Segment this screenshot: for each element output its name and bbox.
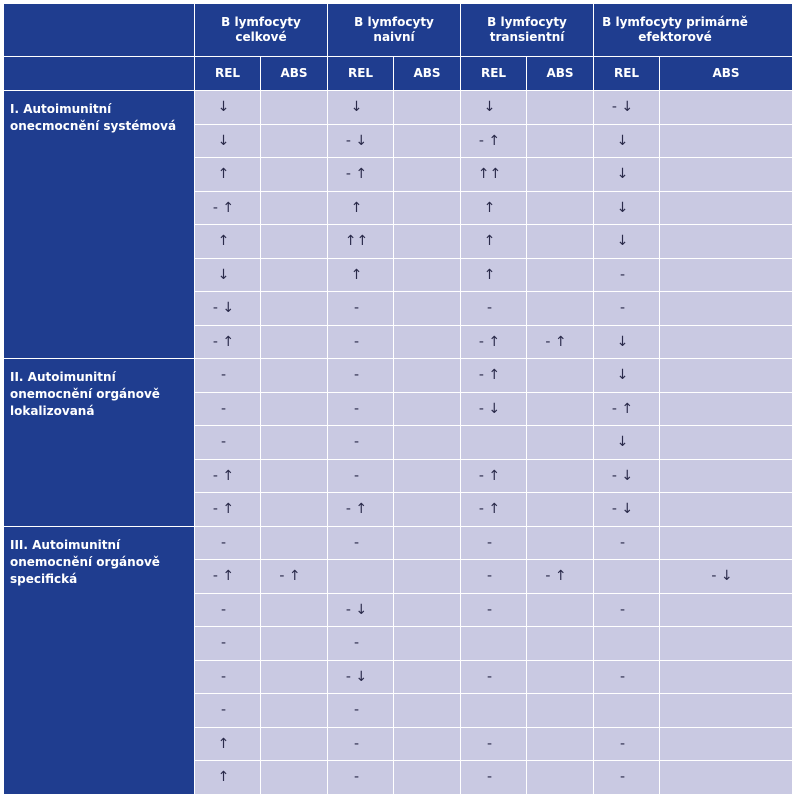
value-cell (594, 761, 660, 795)
subcol-header: ABS (527, 57, 594, 91)
value-cell (328, 627, 394, 661)
value-cell (660, 359, 793, 393)
cell-value: - (620, 534, 626, 551)
cell-value: - (353, 367, 360, 384)
value-cell (394, 493, 461, 527)
cell-value: - ↑ (478, 501, 501, 518)
value-cell (195, 124, 261, 158)
value-cell (660, 258, 793, 292)
value-cell (195, 191, 261, 225)
value-cell (527, 292, 594, 326)
value-cell (195, 593, 261, 627)
value-cell (527, 91, 594, 125)
value-cell (394, 325, 461, 359)
cell-value: - ↑ (279, 568, 301, 585)
value-cell (261, 727, 328, 761)
value-cell (527, 191, 594, 225)
value-cell (328, 258, 394, 292)
cell-value: - ↑ (478, 132, 501, 149)
value-cell (461, 426, 527, 460)
value-cell (461, 660, 527, 694)
group-header-row (4, 4, 793, 57)
value-cell (328, 91, 394, 125)
value-cell (660, 426, 793, 460)
value-cell (195, 426, 261, 460)
value-cell (461, 158, 527, 192)
category-label: III. Autoimunitní onemocnění orgánově specifická (4, 526, 195, 794)
value-cell (261, 426, 328, 460)
cell-value: ↑↑ (477, 166, 502, 183)
value-cell (195, 526, 261, 560)
value-cell (660, 325, 793, 359)
cell-value: - ↓ (711, 568, 733, 585)
value-cell (594, 359, 660, 393)
value-cell (195, 225, 261, 259)
value-cell (461, 593, 527, 627)
cell-value: ↑↑ (344, 233, 369, 250)
value-cell (660, 91, 793, 125)
value-cell (328, 560, 394, 594)
value-cell (660, 191, 793, 225)
value-cell (394, 191, 461, 225)
value-cell (594, 325, 660, 359)
value-cell (527, 459, 594, 493)
value-cell (527, 526, 594, 560)
value-cell (328, 325, 394, 359)
value-cell (594, 660, 660, 694)
value-cell (527, 392, 594, 426)
value-cell (527, 124, 594, 158)
value-cell (261, 660, 328, 694)
value-cell (394, 426, 461, 460)
cell-value: - ↑ (212, 199, 235, 216)
value-cell (594, 91, 660, 125)
value-cell (394, 761, 461, 795)
value-cell (195, 359, 261, 393)
group-header (328, 4, 461, 57)
value-cell (261, 493, 328, 527)
value-cell (594, 627, 660, 661)
cell-value: ↓ (616, 199, 629, 216)
cell-value: - (220, 668, 227, 685)
value-cell (261, 292, 328, 326)
value-cell (261, 124, 328, 158)
value-cell (328, 694, 394, 728)
cell-value: - ↓ (611, 99, 634, 116)
cell-value: - (220, 534, 227, 551)
cell-value: - (620, 266, 626, 283)
value-cell (660, 493, 793, 527)
value-cell (195, 91, 261, 125)
value-cell (394, 91, 461, 125)
cell-value: - (353, 467, 360, 484)
cell-value: - ↑ (212, 333, 235, 350)
value-cell (195, 392, 261, 426)
value-cell (394, 158, 461, 192)
value-cell (660, 560, 793, 594)
value-cell (660, 627, 793, 661)
value-cell (328, 158, 394, 192)
value-cell (328, 593, 394, 627)
value-cell (394, 593, 461, 627)
value-cell (328, 392, 394, 426)
value-cell (527, 627, 594, 661)
value-cell (195, 660, 261, 694)
value-cell (594, 526, 660, 560)
value-cell (527, 593, 594, 627)
cell-value: - ↑ (345, 501, 368, 518)
value-cell (394, 694, 461, 728)
cell-value: - (487, 300, 493, 317)
cell-value: - (220, 635, 227, 652)
subcolumn-header-row (4, 57, 793, 91)
value-cell (660, 660, 793, 694)
value-cell (594, 560, 660, 594)
value-cell (461, 191, 527, 225)
value-cell (660, 593, 793, 627)
cell-value: - (620, 601, 626, 618)
cell-value: - (353, 434, 360, 451)
cell-value: ↓ (350, 99, 363, 116)
value-cell (527, 225, 594, 259)
value-cell (261, 593, 328, 627)
value-cell (394, 359, 461, 393)
value-cell (461, 359, 527, 393)
cell-value: - ↑ (345, 166, 368, 183)
value-cell (594, 392, 660, 426)
cell-value: - ↓ (611, 501, 634, 518)
cell-value: - (353, 735, 360, 752)
value-cell (461, 526, 527, 560)
value-cell (261, 560, 328, 594)
value-cell (195, 560, 261, 594)
cell-value: - ↓ (478, 400, 501, 417)
value-cell (594, 191, 660, 225)
cell-value: - (220, 400, 227, 417)
value-cell (328, 359, 394, 393)
value-cell (527, 560, 594, 594)
value-cell (328, 459, 394, 493)
cell-value: ↓ (616, 233, 629, 250)
cell-value: - (220, 702, 227, 719)
value-cell (261, 526, 328, 560)
value-cell (594, 493, 660, 527)
value-cell (660, 225, 793, 259)
cell-value: ↓ (616, 132, 629, 149)
value-cell (461, 124, 527, 158)
group-header (461, 4, 594, 57)
value-cell (527, 660, 594, 694)
value-cell (461, 694, 527, 728)
value-cell (328, 727, 394, 761)
cell-value: ↓ (616, 166, 629, 183)
table-row (4, 526, 793, 560)
cell-value: - ↑ (545, 568, 567, 585)
value-cell (261, 359, 328, 393)
value-cell (394, 258, 461, 292)
value-cell (261, 158, 328, 192)
value-cell (195, 493, 261, 527)
value-cell (594, 459, 660, 493)
cell-value: ↑ (217, 769, 230, 786)
cell-value: - (220, 367, 227, 384)
cell-value: ↓ (616, 434, 629, 451)
value-cell (195, 292, 261, 326)
value-cell (328, 761, 394, 795)
value-cell (261, 392, 328, 426)
value-cell (195, 258, 261, 292)
value-cell (394, 392, 461, 426)
value-cell (261, 91, 328, 125)
value-cell (660, 694, 793, 728)
cell-value: - ↑ (478, 367, 501, 384)
cell-value: - (487, 735, 493, 752)
value-cell (394, 627, 461, 661)
value-cell (461, 91, 527, 125)
cell-value: - ↑ (478, 467, 501, 484)
cell-value: ↑ (483, 266, 496, 283)
cell-value: - ↑ (545, 333, 567, 350)
value-cell (261, 191, 328, 225)
cell-value: - (220, 601, 227, 618)
value-cell (461, 459, 527, 493)
value-cell (195, 627, 261, 661)
cell-value: - (620, 769, 626, 786)
table-row (4, 91, 793, 125)
value-cell (527, 158, 594, 192)
value-cell (394, 660, 461, 694)
cell-value: - (487, 534, 493, 551)
value-cell (261, 627, 328, 661)
value-cell (594, 258, 660, 292)
value-cell (461, 627, 527, 661)
cell-value: ↑ (217, 233, 230, 250)
value-cell (527, 694, 594, 728)
value-cell (660, 124, 793, 158)
cell-value: - ↑ (212, 467, 235, 484)
value-cell (527, 493, 594, 527)
cell-value: - ↓ (345, 132, 368, 149)
cell-value: - (620, 300, 626, 317)
value-cell (195, 761, 261, 795)
value-cell (660, 526, 793, 560)
value-cell (594, 225, 660, 259)
cell-value: - (353, 769, 360, 786)
cell-value: - ↑ (611, 400, 634, 417)
value-cell (660, 292, 793, 326)
value-cell (195, 325, 261, 359)
value-cell (461, 258, 527, 292)
value-cell (461, 292, 527, 326)
value-cell (328, 191, 394, 225)
cell-value: ↓ (616, 333, 629, 350)
group-label: B lymfocyty transientní (487, 15, 567, 44)
value-cell (261, 258, 328, 292)
cell-value: ↓ (217, 99, 230, 116)
value-cell (394, 292, 461, 326)
value-cell (195, 727, 261, 761)
value-cell (594, 124, 660, 158)
group-label: B lymfocyty naivní (354, 15, 434, 44)
value-cell (594, 694, 660, 728)
value-cell (660, 392, 793, 426)
cell-value: ↑ (483, 199, 496, 216)
value-cell (328, 526, 394, 560)
value-cell (195, 158, 261, 192)
value-cell (261, 225, 328, 259)
value-cell (594, 158, 660, 192)
value-cell (660, 158, 793, 192)
cell-value: ↓ (483, 99, 496, 116)
b-lymphocyte-table (3, 3, 793, 795)
value-cell (394, 459, 461, 493)
cell-value: ↑ (483, 233, 496, 250)
value-cell (261, 761, 328, 795)
value-cell (394, 124, 461, 158)
cell-value: - (220, 434, 227, 451)
category-label: II. Autoimunitní onemocnění orgánově lokalizovaná (4, 359, 195, 527)
value-cell (261, 459, 328, 493)
value-cell (594, 292, 660, 326)
cell-value: - (353, 333, 360, 350)
value-cell (461, 727, 527, 761)
value-cell (195, 694, 261, 728)
subcol-header: REL (195, 57, 261, 91)
value-cell (195, 459, 261, 493)
cell-value: ↓ (217, 266, 230, 283)
table-row (4, 359, 793, 393)
cell-value: ↑ (217, 735, 230, 752)
subcol-header: REL (461, 57, 527, 91)
cell-value: - ↓ (212, 300, 235, 317)
cell-value: - (487, 601, 493, 618)
value-cell (328, 660, 394, 694)
cell-value: - ↑ (212, 501, 235, 518)
value-cell (527, 426, 594, 460)
value-cell (328, 225, 394, 259)
value-cell (461, 761, 527, 795)
corner-cell (4, 57, 195, 91)
value-cell (660, 761, 793, 795)
cell-value: - (353, 400, 360, 417)
subcol-header: ABS (660, 57, 793, 91)
cell-value: ↑ (350, 266, 363, 283)
value-cell (594, 593, 660, 627)
value-cell (261, 325, 328, 359)
cell-value: - (353, 702, 360, 719)
value-cell (527, 761, 594, 795)
group-label: B lymfocyty celkové (221, 15, 301, 44)
cell-value: - ↓ (611, 467, 634, 484)
cell-value: ↓ (217, 132, 230, 149)
group-header (594, 4, 793, 57)
group-label: B lymfocyty primárně efektorové (602, 15, 748, 44)
value-cell (594, 727, 660, 761)
cell-value: - (353, 534, 360, 551)
subcol-header: REL (328, 57, 394, 91)
subcol-header: ABS (261, 57, 328, 91)
group-header (195, 4, 328, 57)
cell-value: - (620, 735, 626, 752)
value-cell (461, 325, 527, 359)
cell-value: ↑ (350, 199, 363, 216)
cell-value: - (620, 668, 626, 685)
value-cell (660, 459, 793, 493)
value-cell (527, 359, 594, 393)
cell-value: - ↑ (478, 333, 501, 350)
subcol-header: REL (594, 57, 660, 91)
cell-value: - (353, 635, 360, 652)
value-cell (461, 225, 527, 259)
value-cell (328, 292, 394, 326)
cell-value: - (353, 300, 360, 317)
value-cell (527, 325, 594, 359)
value-cell (461, 392, 527, 426)
cell-value: ↑ (217, 166, 230, 183)
value-cell (261, 694, 328, 728)
value-cell (328, 124, 394, 158)
cell-value: - ↑ (212, 568, 235, 585)
value-cell (527, 258, 594, 292)
corner-cell (4, 4, 195, 57)
cell-value: - (487, 668, 493, 685)
value-cell (461, 493, 527, 527)
value-cell (394, 225, 461, 259)
value-cell (394, 727, 461, 761)
cell-value: - ↓ (345, 601, 368, 618)
value-cell (394, 526, 461, 560)
value-cell (328, 493, 394, 527)
category-label: I. Autoimunitní onecmocnění systémová (4, 91, 195, 359)
value-cell (394, 560, 461, 594)
value-cell (527, 727, 594, 761)
table-body (4, 91, 793, 795)
cell-value: ↓ (616, 367, 629, 384)
subcol-header: ABS (394, 57, 461, 91)
value-cell (461, 560, 527, 594)
cell-value: - (487, 568, 493, 585)
cell-value: - ↓ (345, 668, 368, 685)
cell-value: - (487, 769, 493, 786)
value-cell (594, 426, 660, 460)
value-cell (328, 426, 394, 460)
value-cell (660, 727, 793, 761)
